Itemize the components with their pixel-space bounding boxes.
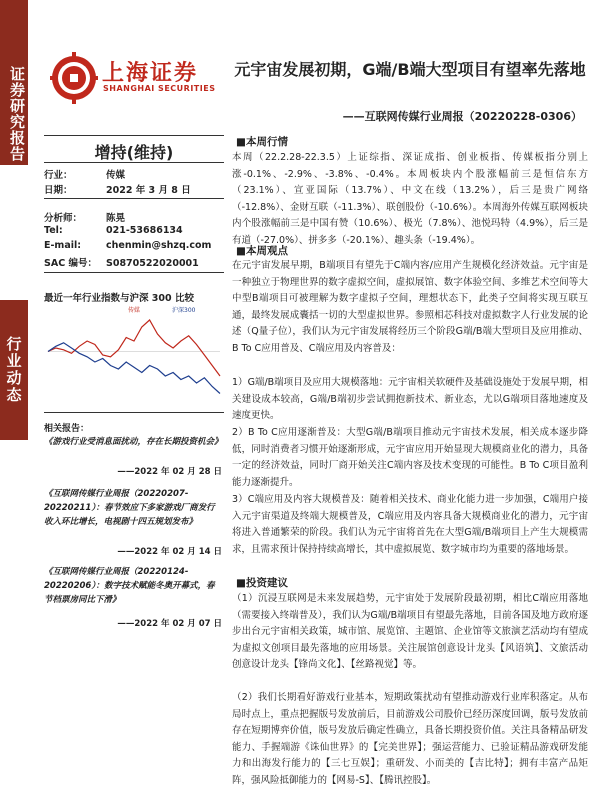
related-report-date: ——2022 年 02 月 14 日 bbox=[117, 547, 222, 557]
divider bbox=[44, 162, 224, 163]
legend-label: 传媒 bbox=[128, 307, 141, 314]
related-report-date: ——2022 年 02 月 28 日 bbox=[117, 467, 222, 477]
series-line-1 bbox=[48, 343, 220, 394]
report-title: 元宇宙发展初期，G端/B端大型项目有望率先落地 bbox=[234, 60, 586, 79]
tel-row: Tel: 021-53686134 bbox=[44, 225, 183, 236]
divider bbox=[44, 198, 224, 199]
industry-row: 行业： 传媒 bbox=[44, 170, 126, 181]
advice-point-1: （1）沉浸互联网是未来发展趋势，元宇宙处于发展阶段最初期，相比C端应用落地（需要接入终端普及），我们认为G端/B端项目有望最先落地，目前各国及地方政府逐步出台元宇宙相关政策，城市馆、展览馆、主题馆、企业馆等文旅演艺活动均有望成为虚拟文创项目最先落地的应用场景。关注展馆创意设计龙头【风语筑】、文旅活动创意设计龙头【锋尚文化】、【丝路视觉】等。 bbox=[232, 593, 588, 670]
advice-point-2: （2）我们长期看好游戏行业基本，短期政策扰动有望推动游戏行业库积落定。从布局时点上，重点把握版号发放前后，目前游戏公司股价已经历深度回调，版号发放前存在短期博弈价值，版号发放后确定性确立，具备长期投资价值。关注具备精品研发能力、手握端游《诛仙世界》的【完美世界】；强运营能力、已验证精品游戏研发能力和出海发行能力的【三七互娱】；重研发、小而美的【吉比特】；拥有丰富产品矩阵，强风险抵御能力的【网易-S】、【腾讯控股】。 bbox=[232, 692, 588, 786]
legend-label: 沪深300 bbox=[172, 307, 196, 314]
report-subtitle: ——互联网传媒行业周报（20220228-0306） bbox=[342, 110, 582, 123]
divider bbox=[44, 135, 224, 136]
section-heading-market: ■本周行情 bbox=[236, 136, 288, 148]
related-report-link[interactable]: 《互联网传媒行业周报（20220207-20220211）：春节效应下多家游戏厂商发行收入环比增长，电视剧十四五规划发布》 bbox=[44, 489, 215, 527]
date-row: 日期： 2022 年 3 月 8 日 bbox=[44, 185, 191, 196]
logo-english: SHANGHAI SECURITIES bbox=[103, 84, 216, 93]
report-type-label: 证券研究报告 bbox=[0, 0, 28, 165]
divider bbox=[44, 412, 224, 413]
related-report-link[interactable]: 《游戏行业受消息面扰动，存在长期投资机会》 bbox=[44, 437, 223, 447]
chart-title: 最近一年行业指数与沪深 300 比较 bbox=[44, 293, 194, 304]
sidebar bbox=[0, 0, 28, 800]
sac-row: SAC 编号： S0870522020001 bbox=[44, 258, 199, 269]
related-heading: 相关报告： bbox=[44, 424, 90, 434]
view-point-1: 1）G端/B端项目及应用大规模落地：元宇宙相关软硬件及基础设施处于发展早期，相关建设成本较高，G端/B端初步尝试拥抱新技术、新业态，尤以G端项目落地速度及速度更快。 bbox=[232, 377, 588, 421]
analyst-row: 分析师： 陈晃 bbox=[44, 213, 126, 224]
logo-name: 上海证券 bbox=[102, 61, 199, 86]
related-report-link[interactable]: 《互联网传媒行业周报（20220124-20220206）：数字技术赋能冬奥开幕式，春节档票房同比下滑》 bbox=[44, 567, 215, 605]
view-point-3: 3）C端应用及内容大规模普及：随着相关技术、商业化能力进一步加强，C端用户接入元宇宙渠道及终端大规模普及，C端应用及内容具备大规模商业化的潜力，元宇宙将进入普通繁荣的阶段。我们认为元宇宙将首先在大型G端/B端项目上产生大规模需求，且需求预计保持持续高增长，其中虚拟展览、数字城市均为重要的落地场景。 bbox=[232, 494, 588, 555]
related-report-date: ——2022 年 02 月 07 日 bbox=[117, 619, 222, 629]
category-label: 行业动态 bbox=[0, 300, 28, 440]
section-heading-advice: ■投资建议 bbox=[236, 577, 288, 589]
index-comparison-chart bbox=[44, 305, 224, 405]
view-point-2: 2）B To C应用逐渐普及：大型G端/B端项目推动元宇宙技术发展，相关成本逐步降低，同时消费者习惯开始逐渐形成，元宇宙应用开始显现大规模商业化的潜力，具备一定的经济效益，同时厂商开始关注C端内容及技术变现的可能性。B To C项目盈利能力逐渐提升。 bbox=[232, 427, 588, 488]
section-heading-view: ■本周观点 bbox=[236, 245, 288, 257]
rating: 增持(维持) bbox=[94, 143, 174, 162]
view-paragraph: 在元宇宙发展早期，B端项目有望先于C端内容/应用产生规模化经济效益。元宇宙是一种独立于物理世界的数字虚拟空间，虚拟展馆、数字体验空间、多维艺术空间等大中型B端项目可被理解为数字虚拟子空间，理想状态下，此类子空间将实现互联互通，最终发展成囊括一切的大型虚拟世界。参照相芯科技对虚拟数字人行业发展的论述（Q量子位），我们认为元宇宙发展将经历三个阶段G端/B端大型项目及应用推动、B To C应用普及、C端应用及内容普及： bbox=[232, 260, 588, 354]
divider bbox=[44, 272, 224, 273]
market-paragraph: 本周（22.2.28-22.3.5）上证综指、深证成指、创业板指、传媒板指分别上涨-0.1%、-2.9%、-3.8%、-0.4%。本周板块内个股涨幅前三是恒信东方（23.1%）、宣亚国际（13.7%）、中文在线（13.2%），后三是贵广网络（-12.8%）、金财互联（-11.3%）、联创股份（-10.6%）。本周海外传媒互联网板块内个股涨幅前三是中国有赞（10.6%）、极光（7.8%）、池悦玛特（4.9%），后三是有道（-27.0%）、拼多多（-20.1%）、趣头条（-19.4%）。 bbox=[232, 152, 588, 246]
email-row[interactable]: E-mail: chenmin@shzq.com bbox=[44, 240, 212, 251]
